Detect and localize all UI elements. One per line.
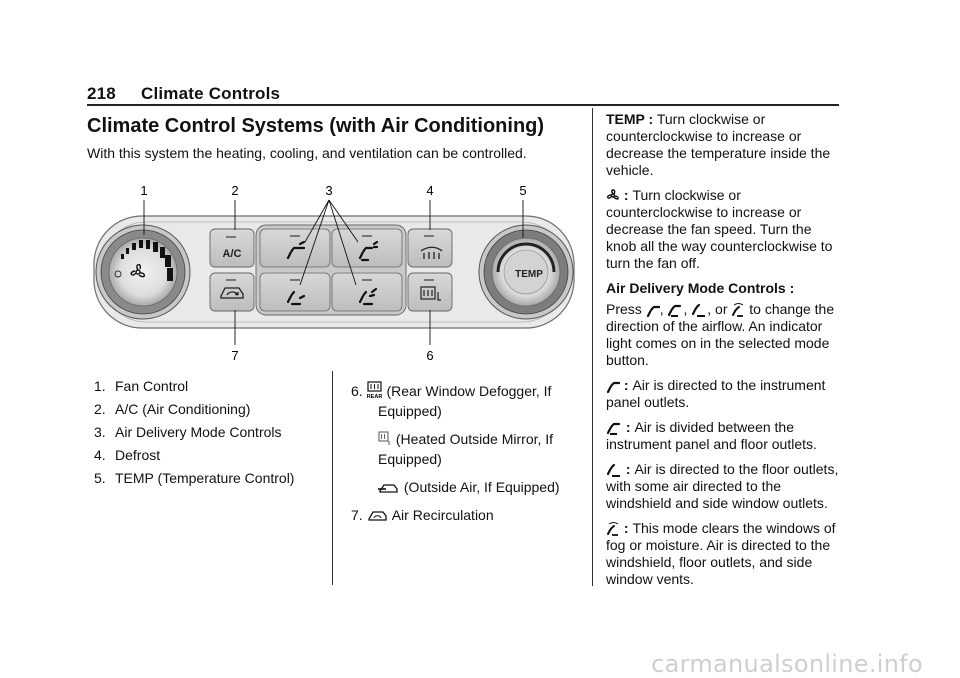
legend-list-2: 6. REAR (Rear Window Defogger, If Equipped) (Heated Outside Mirror, If Equipped) (Outside Air, If Equipped) 7. Air Recirculation bbox=[351, 381, 581, 525]
mode-floor-icon bbox=[606, 463, 622, 477]
column-divider-1 bbox=[332, 371, 333, 585]
heated-mirror-icon bbox=[378, 431, 392, 447]
list-item: 3. Air Delivery Mode Controls bbox=[94, 424, 282, 440]
recirculation-icon bbox=[367, 509, 389, 523]
ac-button-label: A/C bbox=[222, 248, 242, 260]
callout-1: 1 bbox=[140, 183, 148, 198]
mode1-description: : Air is directed to the instrument panel outlets. bbox=[606, 377, 826, 410]
mode-defog-icon bbox=[731, 302, 745, 317]
temp-knob-label: TEMP bbox=[515, 269, 543, 280]
list-item: 4. Defrost bbox=[94, 447, 161, 463]
list-item: 5. TEMP (Temperature Control) bbox=[94, 470, 295, 486]
header-rule bbox=[87, 104, 839, 106]
list-item: (Heated Outside Mirror, If bbox=[351, 429, 581, 449]
climate-control-panel-figure bbox=[88, 180, 578, 365]
adm-heading: Air Delivery Mode Controls : bbox=[606, 280, 795, 296]
rear-defog-button-shape bbox=[408, 273, 452, 311]
mode2-description: : Air is divided between the instrument panel and floor outlets. bbox=[606, 419, 817, 452]
mode-panel-icon bbox=[606, 379, 620, 393]
list-item: (Outside Air, If Equipped) bbox=[351, 477, 581, 497]
right-column bbox=[606, 111, 841, 596]
page-header bbox=[87, 84, 280, 104]
column-divider-2 bbox=[592, 108, 593, 586]
outside-air-icon bbox=[378, 481, 400, 495]
section-title: Climate Controls bbox=[140, 84, 281, 103]
adm-press-text: Press , , , or to change the direction of the airflow. An indicator light comes on in the selected mode button. bbox=[606, 301, 835, 368]
fan-description: : Turn clockwise or counterclockwise to increase or decrease the fan speed. Turn the knob all the way counterclockwise to turn the fan off. bbox=[606, 187, 833, 271]
callout-7: 7 bbox=[231, 348, 239, 363]
mode3-description: : Air is directed to the floor outlets, with some air directed to the windshield and side window outlets. bbox=[606, 461, 839, 511]
fan-knob bbox=[96, 225, 190, 319]
svg-text:REAR: REAR bbox=[366, 394, 382, 399]
list-item: 7. Air Recirculation bbox=[351, 507, 494, 523]
callout-3: 3 bbox=[325, 183, 333, 198]
rear-defog-icon bbox=[367, 381, 383, 399]
legend-list-1 bbox=[94, 375, 314, 490]
mode4-description: : This mode clears the windows of fog or moisture. Air is directed to the windshield, floor outlets, and side window vents. bbox=[606, 520, 836, 587]
intro-text: With this system the heating, cooling, and ventilation can be controlled. bbox=[87, 145, 527, 161]
callout-2: 2 bbox=[231, 183, 239, 198]
mode-floor-icon bbox=[691, 303, 707, 317]
mode-defog-icon bbox=[606, 521, 620, 536]
temp-knob bbox=[479, 225, 573, 319]
mode-panel-icon bbox=[646, 303, 660, 317]
list-item: 6. REAR (Rear Window Defogger, If bbox=[351, 383, 552, 399]
temp-description: TEMP : Turn clockwise or counterclockwise to increase or decrease the temperature inside the vehicle. bbox=[606, 111, 831, 178]
page-number: 218 bbox=[87, 84, 116, 103]
callout-4: 4 bbox=[426, 183, 434, 198]
watermark: carmanualsonline.info bbox=[651, 650, 923, 678]
callout-6: 6 bbox=[426, 348, 434, 363]
list-item: 2. A/C (Air Conditioning) bbox=[94, 401, 251, 417]
list-item: 1. Fan Control bbox=[94, 378, 189, 394]
mode-bilevel-icon bbox=[667, 303, 683, 317]
callout-5: 5 bbox=[519, 183, 527, 198]
section-heading: Climate Control Systems (with Air Conditioning) bbox=[87, 115, 545, 137]
fan-icon bbox=[606, 188, 620, 203]
mode-bilevel-icon bbox=[606, 421, 622, 435]
